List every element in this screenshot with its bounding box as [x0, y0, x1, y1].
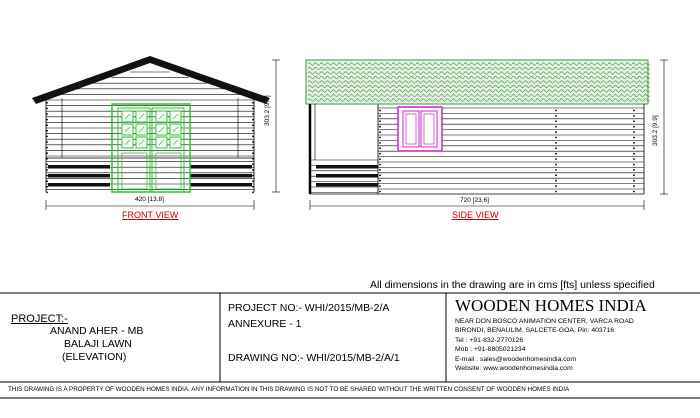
- side-height-dimension: 303.2 [9.9]: [652, 115, 659, 146]
- log-end: [633, 115, 635, 117]
- deck-board: [316, 165, 378, 169]
- front-roof: [32, 56, 270, 104]
- project-line-1: ANAND AHER - MB: [50, 325, 144, 337]
- deck-board: [316, 174, 378, 178]
- log-end: [379, 137, 381, 139]
- log-end: [379, 158, 381, 160]
- log-end: [555, 147, 557, 149]
- company-name: WOODEN HOMES INDIA: [455, 296, 647, 315]
- log-end: [555, 153, 557, 155]
- log-end: [633, 147, 635, 149]
- log-end: [555, 110, 557, 112]
- log-end: [633, 137, 635, 139]
- log-end: [555, 115, 557, 117]
- log-end: [555, 158, 557, 160]
- log-end: [379, 174, 381, 176]
- log-end: [555, 191, 557, 193]
- log-end: [555, 137, 557, 139]
- roof-panel: [306, 60, 648, 104]
- front-width-dimension: 420 [13.8]: [135, 196, 164, 203]
- log-end: [379, 185, 381, 187]
- log-end: [379, 169, 381, 171]
- company-email: E-mail : sales@woodenhomesindia.com: [455, 356, 576, 363]
- log-end: [555, 131, 557, 133]
- side-view: [306, 60, 668, 210]
- company-website: Website: www.woodenhomesindia.com: [455, 365, 573, 372]
- deck-board: [190, 174, 252, 178]
- deck-board: [48, 165, 110, 169]
- log-end: [555, 169, 557, 171]
- log-end: [633, 158, 635, 160]
- side-view-label: SIDE VIEW: [452, 210, 499, 220]
- deck-board: [48, 183, 110, 187]
- log-end: [633, 185, 635, 187]
- front-height-dimension: 303.2 [9.9]: [264, 95, 271, 126]
- log-end: [379, 115, 381, 117]
- log-end: [555, 142, 557, 144]
- front-view: [32, 56, 280, 210]
- log-end: [379, 147, 381, 149]
- log-end: [633, 169, 635, 171]
- log-end: [555, 120, 557, 122]
- project-line-2: BALAJI LAWN: [64, 338, 132, 350]
- log-end: [555, 180, 557, 182]
- log-end: [633, 191, 635, 193]
- deck-board: [316, 183, 378, 187]
- log-end: [379, 120, 381, 122]
- side-wall-logs: [310, 104, 644, 194]
- front-view-label: FRONT VIEW: [122, 210, 179, 220]
- log-end: [555, 185, 557, 187]
- company-mob: Mob : +91-8805021234: [455, 346, 526, 353]
- window-frame: [398, 107, 442, 151]
- log-end: [633, 142, 635, 144]
- annexure: ANNEXURE - 1: [228, 318, 302, 330]
- log-end: [555, 164, 557, 166]
- log-end: [379, 164, 381, 166]
- log-end: [633, 131, 635, 133]
- log-end: [379, 131, 381, 133]
- log-end: [379, 110, 381, 112]
- log-end: [633, 164, 635, 166]
- side-window: [398, 107, 442, 151]
- log-end: [633, 180, 635, 182]
- log-end: [633, 120, 635, 122]
- company-tel: Tel : +91-832-2770126: [455, 337, 524, 344]
- log-end: [633, 174, 635, 176]
- deck-board: [190, 183, 252, 187]
- log-end: [633, 110, 635, 112]
- project-line-3: (ELEVATION): [62, 351, 127, 363]
- project-number: PROJECT NO:- WHI/2015/MB-2/A: [228, 302, 390, 314]
- dimensions-note: All dimensions in the drawing are in cms [fts] unless specified: [370, 279, 655, 291]
- side-roof: [306, 60, 650, 104]
- deck-board: [190, 165, 252, 169]
- log-end: [379, 191, 381, 193]
- front-double-door: [112, 104, 190, 192]
- log-end: [633, 126, 635, 128]
- drawing-number: DRAWING NO:- WHI/2015/MB-2/A/1: [228, 352, 400, 364]
- log-end: [379, 180, 381, 182]
- company-address-2: BIRONDI, BENAULIM, SALCETE-GOA. Pin: 403716: [455, 327, 615, 334]
- deck-board: [48, 174, 110, 178]
- side-width-dimension: 720 [23.6]: [460, 197, 489, 204]
- company-address-1: NEAR DON BOSCO ANIMATION CENTER, VARCA ROAD: [455, 318, 634, 325]
- log-end: [633, 153, 635, 155]
- log-end: [379, 142, 381, 144]
- log-end: [379, 126, 381, 128]
- project-label: PROJECT:-: [11, 313, 68, 325]
- disclaimer: THIS DRAWING IS A PROPERTY OF WOODEN HOMES INDIA. ANY INFORMATION IN THIS DRAWING IS NOT TO BE SHARED WITHOUT THE WRITTEN CONSENT OF WOODEN HOMES INDIA: [8, 386, 570, 393]
- log-end: [555, 174, 557, 176]
- log-end: [555, 126, 557, 128]
- log-end: [379, 153, 381, 155]
